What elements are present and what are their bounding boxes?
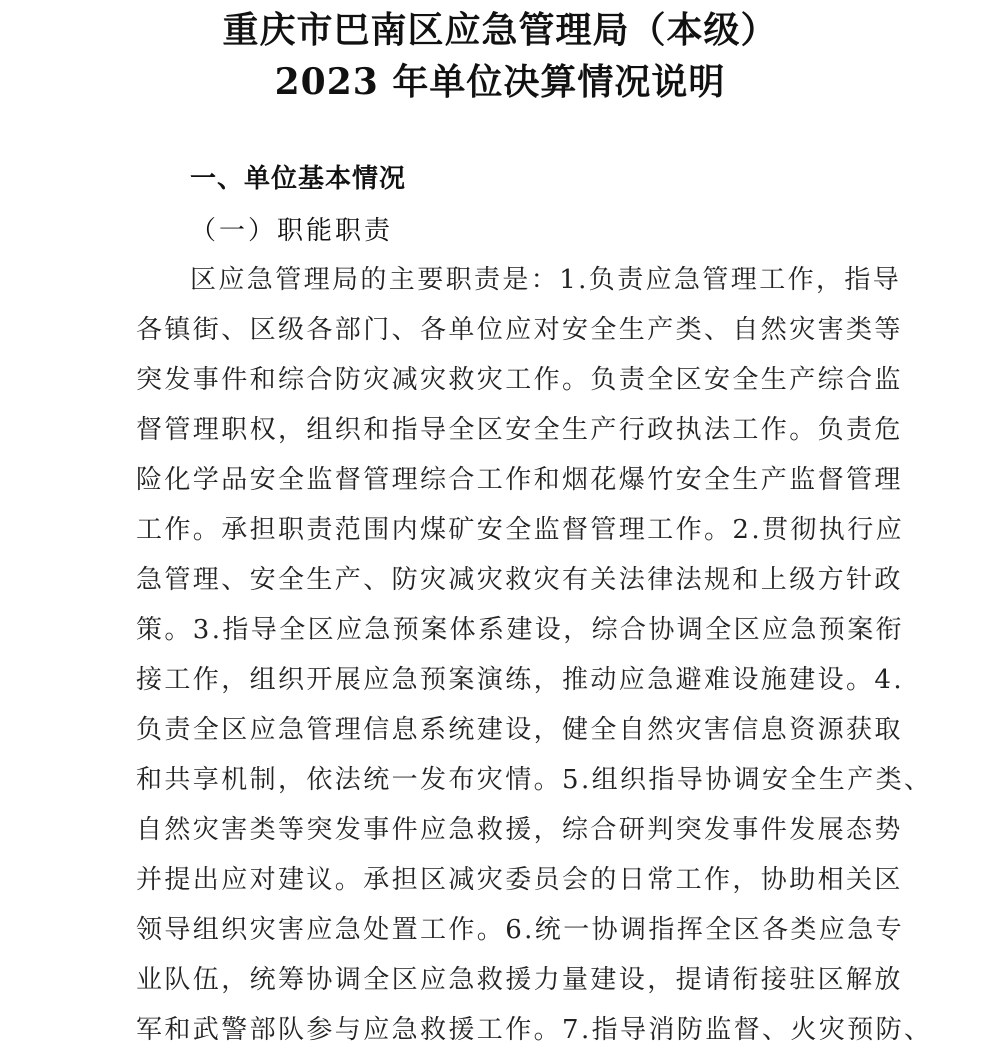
document-title-line-1: 重庆市巴南区应急管理局（本级） xyxy=(222,9,778,51)
body-line: 和共享机制，依法统一发布灾情。5.组织指导协调安全生产类、 xyxy=(136,765,933,795)
body-line: 突发事件和综合防灾减灾救灾工作。负责全区安全生产综合监 xyxy=(136,365,903,395)
body-line: 策。3.指导全区应急预案体系建设，综合协调全区应急预案衔 xyxy=(136,615,905,645)
subsection-heading: （一）职能职责 xyxy=(190,216,394,246)
body-line: 工作。承担职责范围内煤矿安全监督管理工作。2.贯彻执行应 xyxy=(136,515,905,545)
body-line: 军和武警部队参与应急救援工作。7.指导消防监督、火灾预防、 xyxy=(136,1015,933,1045)
document-title-line-2: 2023 年单位决算情况说明 xyxy=(274,61,726,103)
body-line: 自然灾害类等突发事件应急救援，综合研判突发事件发展态势 xyxy=(136,815,903,845)
body-line: 急管理、安全生产、防灾减灾救灾有关法律法规和上级方针政 xyxy=(136,565,903,595)
body-line: 督管理职权，组织和指导全区安全生产行政执法工作。负责危 xyxy=(136,415,903,445)
body-line: 区应急管理局的主要职责是：1.负责应急管理工作，指导 xyxy=(190,265,902,295)
body-line: 接工作，组织开展应急预案演练，推动应急避难设施建设。4. xyxy=(136,665,905,695)
body-line: 业队伍，统筹协调全区应急救援力量建设，提请衔接驻区解放 xyxy=(136,965,903,995)
body-line: 险化学品安全监督管理综合工作和烟花爆竹安全生产监督管理 xyxy=(136,465,903,495)
body-line: 负责全区应急管理信息系统建设，健全自然灾害信息资源获取 xyxy=(136,715,903,745)
body-line: 并提出应对建议。承担区减灾委员会的日常工作，协助相关区 xyxy=(136,865,903,895)
body-line: 各镇街、区级各部门、各单位应对安全生产类、自然灾害类等 xyxy=(136,315,903,345)
body-line: 领导组织灾害应急处置工作。6.统一协调指挥全区各类应急专 xyxy=(136,915,905,945)
section-heading: 一、单位基本情况 xyxy=(190,164,407,194)
